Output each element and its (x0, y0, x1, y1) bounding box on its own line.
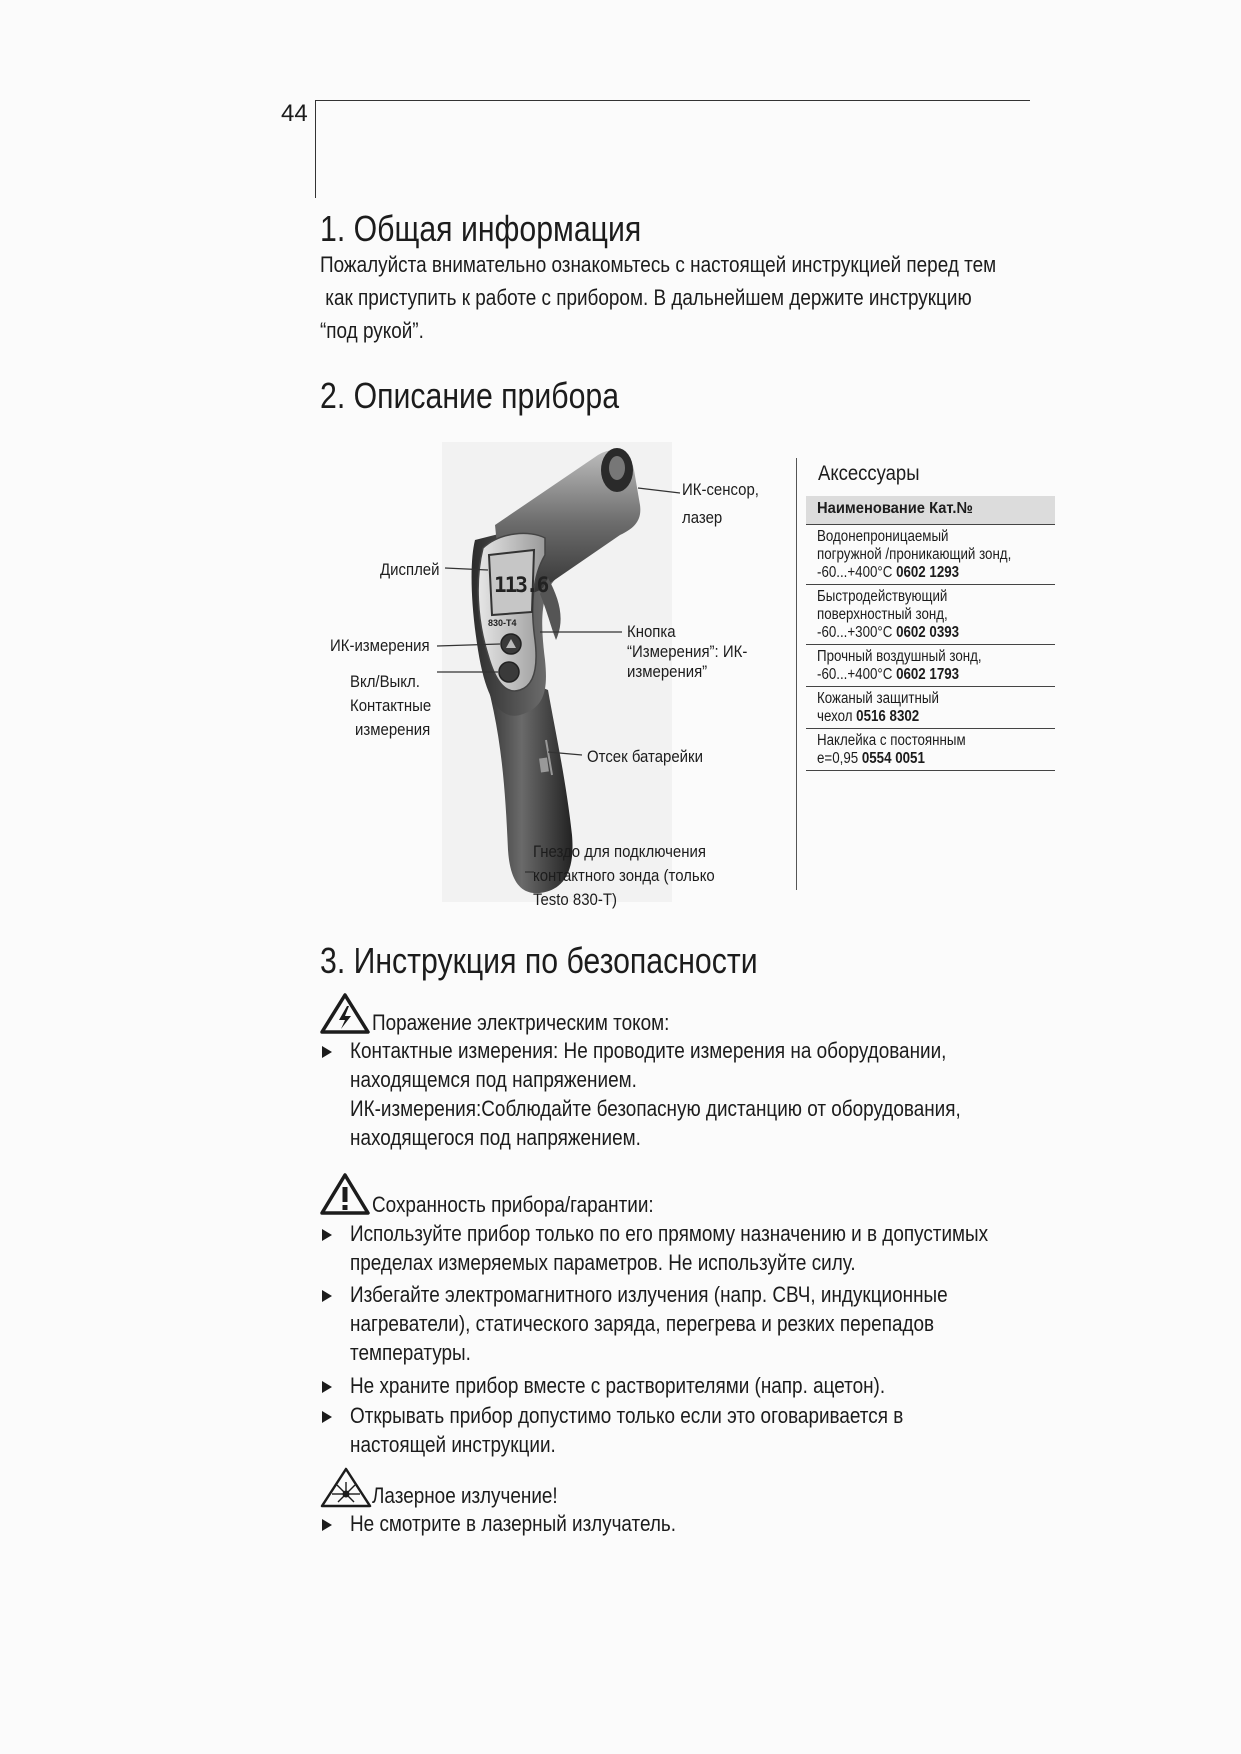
label-probe-socket: Гнездо для подключения контактного зонда (только Testo 830-T) (533, 842, 715, 909)
warning-device-item: нагреватели), статического заряда, перегрева и резких перепадов (350, 1311, 935, 1336)
intro-line-2: как приступить к работе с прибором. В дальнейшем держите инструкцию (320, 285, 972, 310)
accessories-table-header: Наименование Кат.№ (806, 496, 1055, 525)
accessories-divider (796, 458, 797, 890)
warning-electric-text: ИК-измерения:Соблюдайте безопасную дистанцию от оборудования, (350, 1096, 961, 1121)
bullet-icon (322, 1519, 332, 1531)
warning-device-item: Избегайте электромагнитного излучения (напр. СВЧ, индукционные (350, 1282, 948, 1307)
intro-line-1: Пожалуйста внимательно ознакомьтесь с настоящей инструкцией перед тем (320, 252, 997, 277)
warning-icon (320, 1172, 370, 1216)
device-display-reading: 113.6 (494, 573, 548, 597)
warning-device-heading: Сохранность прибора/гарантии: (372, 1192, 654, 1217)
device-model-label: 830-T4 (488, 618, 517, 628)
warning-device-item: Используйте прибор только по его прямому назначению и в допустимых (350, 1221, 989, 1246)
label-onoff: Вкл/Выкл. Контактные измерения (350, 672, 432, 739)
intro-line-3: “под рукой”. (320, 318, 424, 343)
electric-hazard-icon (320, 992, 370, 1034)
warning-electric-text: Контактные измерения: Не проводите измерения на оборудовании, (350, 1038, 947, 1063)
bullet-icon (322, 1229, 332, 1241)
bullet-icon (322, 1381, 332, 1393)
section-3-title: 3. Инструкция по безопасности (320, 940, 758, 981)
page-number: 44 (281, 100, 308, 127)
warning-device-item: температуры. (350, 1340, 471, 1365)
warning-device-item: Открывать прибор допустимо только если это оговаривается в (350, 1403, 904, 1428)
warning-electric-text: находящемся под напряжением. (350, 1067, 637, 1092)
accessory-row: Прочный воздушный зонд, -60...+400°C 0602 1793 (806, 645, 1055, 687)
accessory-row: Кожаный защитный чехол 0516 8302 (806, 687, 1055, 729)
accessories-table (806, 496, 1055, 771)
accessory-row: Наклейка с постоянным e=0,95 0554 0051 (806, 729, 1055, 771)
warning-laser-text: Не смотрите в лазерный излучатель. (350, 1511, 677, 1536)
warning-device-item: Не храните прибор вместе с растворителями (напр. ацетон). (350, 1373, 886, 1398)
bullet-icon (322, 1290, 332, 1302)
accessories-title: Аксессуары (818, 462, 920, 485)
section-1-title: 1. Общая информация (320, 208, 642, 249)
warning-laser-heading: Лазерное излучение! (372, 1483, 558, 1508)
label-ir-sensor: ИК-сенсор, лазер (682, 480, 759, 527)
label-battery: Отсек батарейки (587, 747, 703, 766)
laser-hazard-icon (320, 1466, 372, 1508)
warning-device-item: пределах измеряемых параметров. Не используйте силу. (350, 1250, 856, 1275)
warning-electric-heading: Поражение электрическим током: (372, 1010, 670, 1035)
section-2-title: 2. Описание прибора (320, 375, 620, 416)
accessory-row: Быстродействующий поверхностный зонд, -60...+300°C 0602 0393 (806, 585, 1055, 645)
bullet-icon (322, 1046, 332, 1058)
label-measure-button: Кнопка “Измерения”: ИК- измерения” (627, 622, 748, 681)
accessory-row: Водонепроницаемый погружной /проникающий зонд, -60...+400°C 0602 1293 (806, 525, 1055, 585)
label-ir-measurements: ИК-измерения (330, 636, 430, 655)
warning-device-item: настоящей инструкции. (350, 1432, 556, 1457)
bullet-icon (322, 1411, 332, 1423)
label-display: Дисплей (380, 560, 440, 579)
warning-electric-text: находящегося под напряжением. (350, 1125, 641, 1150)
